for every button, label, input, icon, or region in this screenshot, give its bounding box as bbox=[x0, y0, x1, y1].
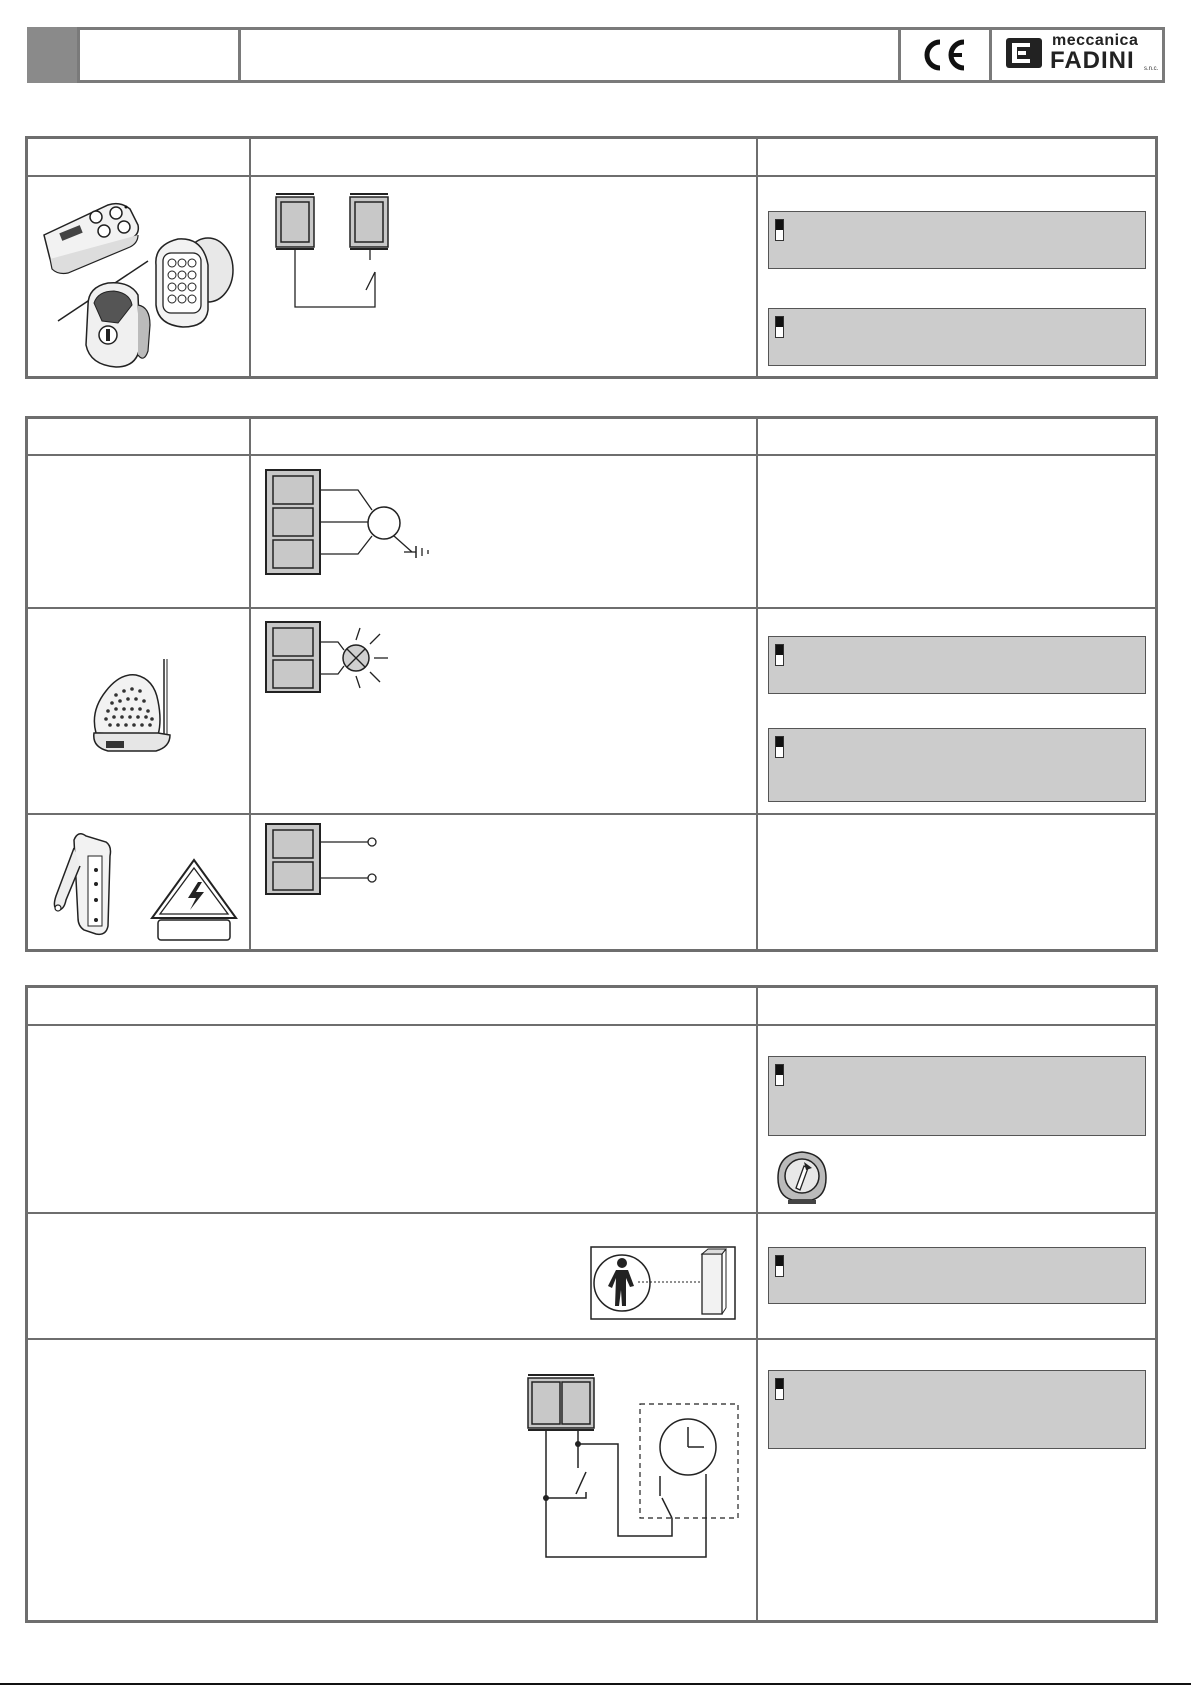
ce-mark-icon bbox=[918, 36, 970, 74]
page-header bbox=[27, 27, 1165, 83]
key-selector-icon bbox=[86, 283, 150, 367]
fadini-logo-mark-icon bbox=[1004, 36, 1044, 70]
column-divider bbox=[756, 136, 758, 379]
dip-switch-icon bbox=[775, 644, 784, 666]
dip-switch-box bbox=[768, 211, 1146, 269]
table-header-divider bbox=[25, 175, 1158, 177]
fadini-logo bbox=[1004, 32, 1164, 78]
row-divider bbox=[25, 607, 1158, 609]
column-divider bbox=[756, 985, 758, 1623]
timer-contact bbox=[662, 1498, 672, 1518]
table-header-divider bbox=[25, 1024, 1158, 1026]
dip-switch-box bbox=[768, 1056, 1146, 1136]
dip-switch-icon bbox=[775, 316, 784, 338]
remote-control-icon bbox=[44, 204, 138, 274]
dip-switch-icon bbox=[775, 1064, 784, 1086]
header-divider bbox=[898, 27, 901, 83]
lamp-symbol-icon bbox=[343, 628, 388, 688]
row-divider bbox=[25, 1338, 1158, 1340]
column-divider bbox=[249, 136, 251, 379]
dip-switch-box bbox=[768, 1247, 1146, 1304]
command-devices-illustration bbox=[38, 195, 243, 375]
lamp-wiring-diagram bbox=[264, 620, 414, 694]
electric-hazard-sign-icon bbox=[152, 860, 236, 940]
column-divider bbox=[756, 416, 758, 952]
logo-suffix: s.n.c. bbox=[1144, 66, 1159, 72]
emergency-stop-button-icon bbox=[772, 1148, 832, 1206]
header-divider bbox=[77, 27, 80, 83]
timer-wiring-diagram bbox=[526, 1372, 742, 1562]
row-divider bbox=[25, 1212, 1158, 1214]
dip-switch-icon bbox=[775, 1378, 784, 1400]
header-grey-tab bbox=[27, 27, 79, 83]
contact-switch bbox=[366, 272, 375, 290]
command-wiring-diagram bbox=[270, 192, 410, 317]
dip-switch-icon bbox=[775, 736, 784, 758]
header-divider bbox=[989, 27, 992, 83]
pedestrian-photocell-icon bbox=[590, 1246, 736, 1320]
dip-switch-box bbox=[768, 308, 1146, 366]
header-divider bbox=[238, 27, 241, 83]
flashing-lamp-icon bbox=[86, 655, 196, 760]
electric-lock-icon bbox=[54, 834, 110, 935]
digital-keypad-icon bbox=[156, 238, 233, 327]
column-divider bbox=[249, 416, 251, 952]
lock-wiring-diagram bbox=[264, 822, 384, 896]
row-divider bbox=[25, 813, 1158, 815]
dip-switch-box bbox=[768, 636, 1146, 694]
timer-clock-icon bbox=[660, 1419, 716, 1475]
dip-switch-box bbox=[768, 1370, 1146, 1449]
terminal-block bbox=[350, 194, 388, 249]
logo-brand: FADINI bbox=[1050, 47, 1135, 74]
motor-icon bbox=[368, 507, 400, 539]
motor-wiring-diagram bbox=[264, 468, 444, 578]
lock-and-warning-illustration bbox=[46, 826, 236, 944]
pushbutton-contact bbox=[576, 1472, 586, 1494]
dip-switch-box bbox=[768, 728, 1146, 802]
logo-word: meccanica bbox=[1052, 32, 1139, 49]
terminal-point-icon bbox=[368, 874, 376, 882]
terminal-block bbox=[276, 194, 314, 249]
dip-switch-icon bbox=[775, 219, 784, 241]
table-header-divider bbox=[25, 454, 1158, 456]
dip-switch-icon bbox=[775, 1255, 784, 1277]
terminal-point-icon bbox=[368, 838, 376, 846]
